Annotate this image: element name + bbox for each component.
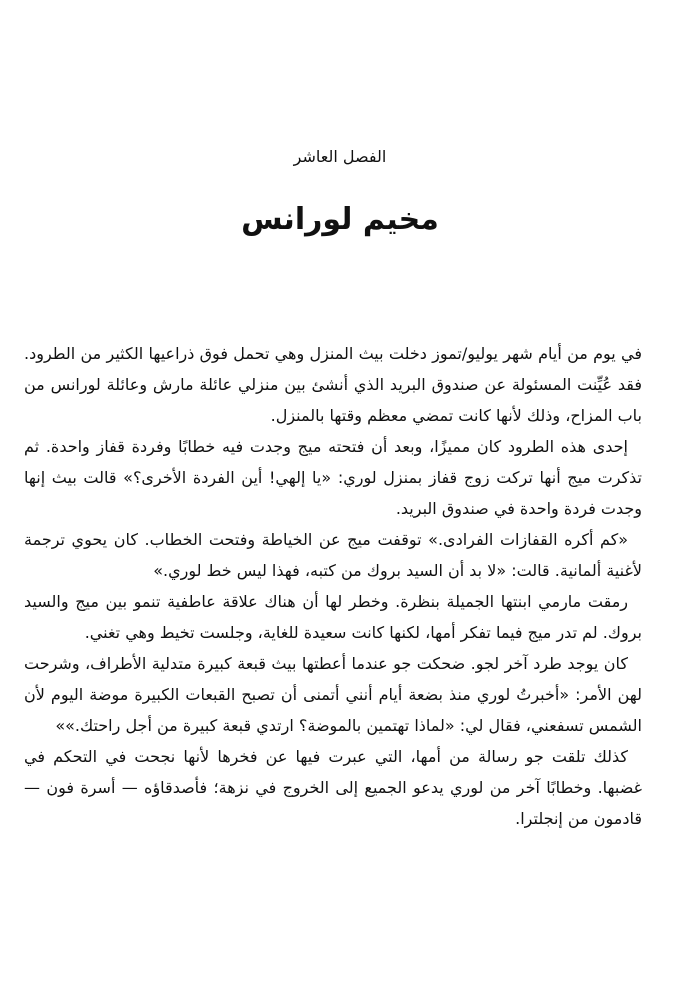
paragraph-1: في يوم من أيام شهر يوليو/تموز دخلت بيث المنزل وهي تحمل فوق ذراعيها الكثير من الطرود. فقد عُيِّنت المسئولة عن صندوق البريد الذي أنشئ بين منزلي عائلة مارش وعائلة لورانس من باب المزاح، وذلك لأنها كانت تمضي معظم وقتها بالمنزل. [24,344,642,425]
paragraph-6: كذلك تلقت جو رسالة من أمها، التي عبرت فيها عن فخرها لأنها نجحت في التحكم في غضبها. وخطابًا آخر من لوري يدعو الجميع إلى الخروج في نزهة؛ فأصدقاؤه — أسرة فون — قادمون من إنجلترا. [24,747,642,828]
chapter-title: مخيم لورانس [241,202,439,237]
paragraph-2: إحدى هذه الطرود كان مميزًا، وبعد أن فتحته ميج وجدت فيه خطابًا وفردة قفاز واحدة. ثم تذكرت ميج أنها تركت زوج قفاز بمنزل لوري: «يا إلهي! أين الفردة الأخرى؟» قالت بيث إنها وجدت فردة واحدة في صندوق البريد. [24,437,642,518]
paragraph-4: رمقت مارمي ابنتها الجميلة بنظرة. وخطر لها أن هناك علاقة عاطفية تنمو بين ميج والسيد بروك. لم تدر ميج فيما تفكر أمها، لكنها كانت سعيدة للغاية، وجلست تخيط وهي تغني. [24,592,642,642]
paragraph-3: «كم أكره القفازات الفرادى.» توقفت ميج عن الخياطة وفتحت الخطاب. كان يحوي ترجمة لأغنية ألمانية. قالت: «لا بد أن السيد بروك من كتبه، فهذا ليس خط لوري.» [24,530,642,580]
paragraph-5: كان يوجد طرد آخر لجو. ضحكت جو عندما أعطتها بيث قبعة كبيرة متدلية الأطراف، وشرحت لهن الأمر: «أخبرتُ لوري منذ بضعة أيام أنني أتمنى أن تصبح القبعات الكبيرة موضة اليوم لأن الشمس تسفعني، فقال لي: «لماذا تهتمين بالموضة؟ ارتدي قبعة كبيرة من أجل راحتك.»» [24,654,642,735]
chapter-body [24,338,642,834]
chapter-number-label: الفصل العاشر [293,147,387,166]
